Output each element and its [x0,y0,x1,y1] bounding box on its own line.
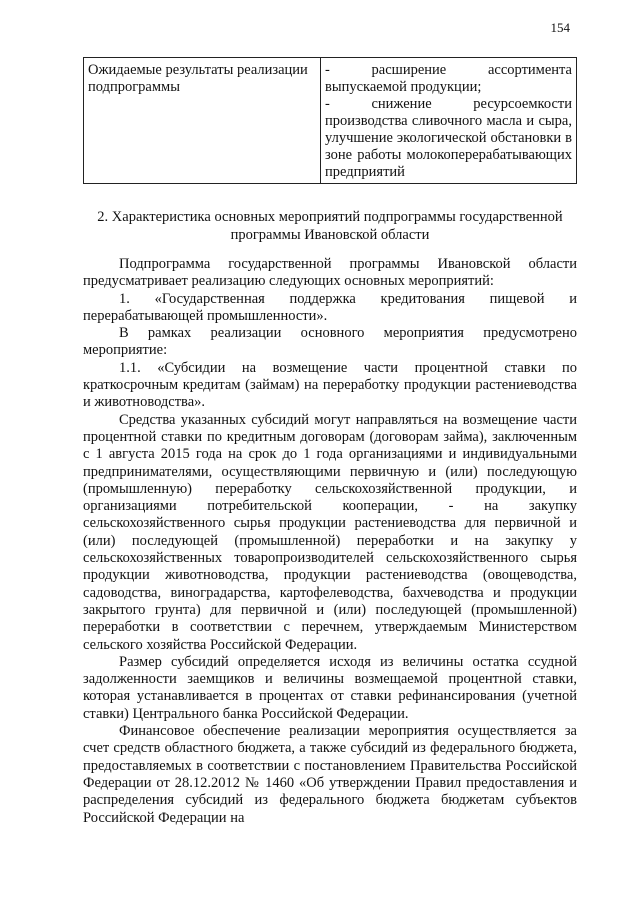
paragraph: Подпрограмма государственной программы Ивановской области предусматривает реализацию следующих основных мероприятий: [83,256,577,290]
expected-results-label: Ожидаемые результаты реализации подпрограммы [84,58,321,184]
result-item: - расширение ассортимента выпускаемой продукции; [325,62,572,95]
page-number: 154 [550,20,570,35]
body-text [83,256,577,827]
paragraph: Средства указанных субсидий могут направляться на возмещение части процентной ставки по кредитным договорам (договорам займа), заключенным с 1 августа 2015 года на срок до 1 года организациями и индивидуальными предпринимателями, осуществляющими первичную и (или) последующую (промышленную) переработку сельскохозяйственной продукции, и организациями потребительской кооперации, - на закупку сельскохозяйственного сырья продукции растениеводства для первичной и (или) последующей (промышленной) переработки и на закупку у сельскохозяйственных товаропроизводителей сельскохозяйственного сырья продукции животноводства, продукции растениеводства (овощеводства, садоводства, виноградарства, картофелеводства, бахчеводства и продукции закрытого грунта) для первичной и (или) последующей (промышленной) переработки в соответствии с перечнем, утверждаемым Министерством сельского хозяйства Российской Федерации. [83,411,577,653]
paragraph: В рамках реализации основного мероприятия предусмотрено мероприятие: [83,325,577,359]
expected-results-values [321,58,577,184]
paragraph: 1. «Государственная поддержка кредитования пищевой и перерабатывающей промышленности». [83,290,577,324]
section-heading: 2. Характеристика основных мероприятий подпрограммы государственной программы Ивановской области [97,209,563,243]
paragraph: Размер субсидий определяется исходя из величины остатка ссудной задолженности заемщиков и величины возмещаемой процентной ставки, которая устанавливается в процентах от ставки рефинансирования (учетной ставки) Центрального банка Российской Федерации. [83,653,577,722]
expected-results-table [83,57,577,184]
paragraph: 1.1. «Субсидии на возмещение части процентной ставки по краткосрочным кредитам (займам) на переработку продукции растениеводства и животноводства». [83,359,577,411]
paragraph: Финансовое обеспечение реализации мероприятия осуществляется за счет средств областного бюджета, а также субсидий из федерального бюджета, предоставляемых в соответствии с постановлением Правительства Российской Федерации от 28.12.2012 № 1460 «Об утверждении Правил предоставления и распределения субсидий из федерального бюджета бюджетам субъектов Российской Федерации на [83,723,577,826]
result-item: - снижение ресурсоемкости производства сливочного масла и сыра, улучшение экологической обстановки в зоне работы молокоперерабатывающих предприятий [325,96,572,180]
table-row [84,58,577,184]
